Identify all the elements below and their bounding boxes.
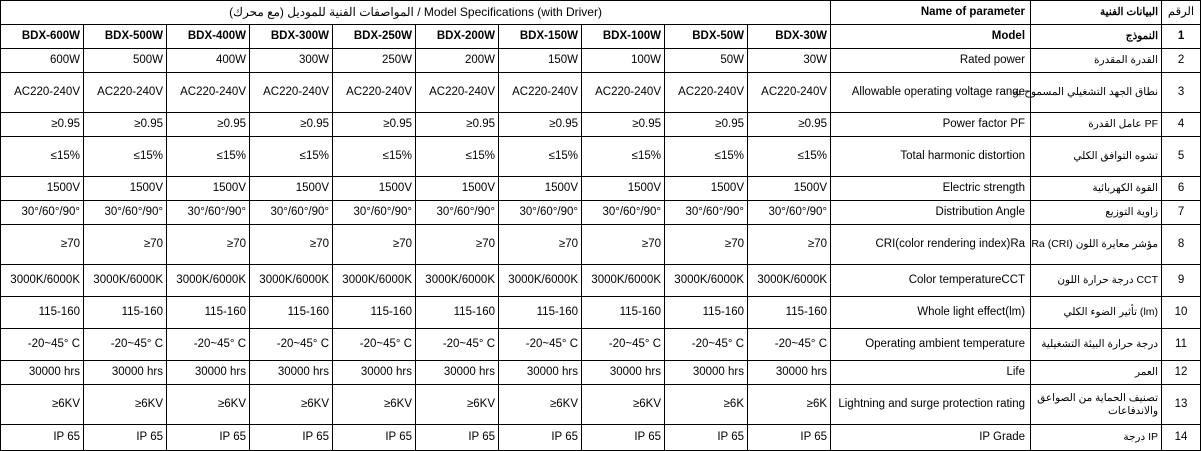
value-cell-bdx-200w: BDX-200W: [416, 25, 499, 49]
arabic-parameter-cell: العمر: [1031, 361, 1162, 385]
value-cell-bdx-600w: 3000K/6000K: [1, 265, 84, 297]
value-cell-bdx-250w: 3000K/6000K: [333, 265, 416, 297]
value-cell-bdx-400w: 3000K/6000K: [167, 265, 250, 297]
value-cell-bdx-30w: ≥6K: [748, 385, 831, 425]
row-number-header: الرقم: [1162, 1, 1201, 25]
parameter-name-cell: Model: [831, 25, 1031, 49]
value-cell-bdx-600w: 115-160: [1, 297, 84, 329]
value-cell-bdx-600w: ≤15%: [1, 137, 84, 177]
value-cell-bdx-400w: 115-160: [167, 297, 250, 329]
value-cell-bdx-30w: 1500V: [748, 177, 831, 201]
table-row: [1, 297, 1201, 329]
value-cell-bdx-100w: AC220-240V: [582, 73, 665, 113]
value-cell-bdx-400w: ≤15%: [167, 137, 250, 177]
value-cell-bdx-400w: 30000 hrs: [167, 361, 250, 385]
arabic-parameter-cell: النموذج: [1031, 25, 1162, 49]
arabic-parameter-cell: CCT درجة حرارة اللون: [1031, 265, 1162, 297]
value-cell-bdx-100w: ≥6KV: [582, 385, 665, 425]
value-cell-bdx-50w: 115-160: [665, 297, 748, 329]
parameter-name-cell: Life: [831, 361, 1031, 385]
value-cell-bdx-500w: BDX-500W: [84, 25, 167, 49]
parameter-name-cell: Power factor PF: [831, 113, 1031, 137]
value-cell-bdx-250w: ≥6KV: [333, 385, 416, 425]
value-cell-bdx-50w: ≥0.95: [665, 113, 748, 137]
value-cell-bdx-200w: 30000 hrs: [416, 361, 499, 385]
row-number-cell: 7: [1162, 201, 1201, 225]
value-cell-bdx-30w: 30W: [748, 49, 831, 73]
value-cell-bdx-200w: 30°/60°/90°: [416, 201, 499, 225]
value-cell-bdx-30w: 3000K/6000K: [748, 265, 831, 297]
value-cell-bdx-250w: ≥0.95: [333, 113, 416, 137]
value-cell-bdx-200w: 115-160: [416, 297, 499, 329]
value-cell-bdx-300w: AC220-240V: [250, 73, 333, 113]
value-cell-bdx-500w: ≤15%: [84, 137, 167, 177]
row-number-cell: 5: [1162, 137, 1201, 177]
value-cell-bdx-200w: ≥70: [416, 225, 499, 265]
value-cell-bdx-300w: 30°/60°/90°: [250, 201, 333, 225]
value-cell-bdx-50w: ≥6K: [665, 385, 748, 425]
value-cell-bdx-500w: 3000K/6000K: [84, 265, 167, 297]
value-cell-bdx-150w: 30000 hrs: [499, 361, 582, 385]
value-cell-bdx-100w: ≥0.95: [582, 113, 665, 137]
parameter-name-cell: Whole light effect(lm): [831, 297, 1031, 329]
table-row: [1, 73, 1201, 113]
parameter-name-cell: CRI(color rendering index)Ra: [831, 225, 1031, 265]
value-cell-bdx-30w: ≥0.95: [748, 113, 831, 137]
parameter-name-cell: Color temperatureCCT: [831, 265, 1031, 297]
value-cell-bdx-500w: IP 65: [84, 425, 167, 451]
value-cell-bdx-600w: 1500V: [1, 177, 84, 201]
table-row: [1, 265, 1201, 297]
value-cell-bdx-150w: BDX-150W: [499, 25, 582, 49]
value-cell-bdx-50w: BDX-50W: [665, 25, 748, 49]
table-row: [1, 177, 1201, 201]
value-cell-bdx-30w: 30000 hrs: [748, 361, 831, 385]
value-cell-bdx-200w: AC220-240V: [416, 73, 499, 113]
value-cell-bdx-150w: -20~45° C: [499, 329, 582, 361]
parameter-name-cell: Operating ambient temperature: [831, 329, 1031, 361]
value-cell-bdx-250w: ≤15%: [333, 137, 416, 177]
value-cell-bdx-200w: 200W: [416, 49, 499, 73]
value-cell-bdx-50w: AC220-240V: [665, 73, 748, 113]
value-cell-bdx-30w: IP 65: [748, 425, 831, 451]
row-number-cell: 4: [1162, 113, 1201, 137]
title-row: [1, 1, 1201, 25]
arabic-parameter-cell: PF عامل القدرة: [1031, 113, 1162, 137]
value-cell-bdx-100w: 30°/60°/90°: [582, 201, 665, 225]
table-title: (مع محرك) المواصفات الفنية للموديل / Model Specifications (with Driver): [1, 1, 831, 25]
value-cell-bdx-500w: 115-160: [84, 297, 167, 329]
value-cell-bdx-400w: ≥70: [167, 225, 250, 265]
parameter-name-cell: Rated power: [831, 49, 1031, 73]
parameter-name-cell: Total harmonic distortion: [831, 137, 1031, 177]
row-number-cell: 8: [1162, 225, 1201, 265]
value-cell-bdx-250w: AC220-240V: [333, 73, 416, 113]
value-cell-bdx-400w: -20~45° C: [167, 329, 250, 361]
table-row: [1, 25, 1201, 49]
value-cell-bdx-600w: ≥6KV: [1, 385, 84, 425]
value-cell-bdx-100w: BDX-100W: [582, 25, 665, 49]
value-cell-bdx-500w: ≥6KV: [84, 385, 167, 425]
value-cell-bdx-300w: ≤15%: [250, 137, 333, 177]
value-cell-bdx-100w: -20~45° C: [582, 329, 665, 361]
value-cell-bdx-400w: 1500V: [167, 177, 250, 201]
value-cell-bdx-250w: 115-160: [333, 297, 416, 329]
value-cell-bdx-30w: 30°/60°/90°: [748, 201, 831, 225]
value-cell-bdx-500w: ≥0.95: [84, 113, 167, 137]
value-cell-bdx-200w: ≤15%: [416, 137, 499, 177]
value-cell-bdx-500w: 500W: [84, 49, 167, 73]
value-cell-bdx-600w: 30°/60°/90°: [1, 201, 84, 225]
value-cell-bdx-200w: 3000K/6000K: [416, 265, 499, 297]
value-cell-bdx-600w: -20~45° C: [1, 329, 84, 361]
value-cell-bdx-500w: -20~45° C: [84, 329, 167, 361]
table-row: [1, 329, 1201, 361]
value-cell-bdx-30w: ≤15%: [748, 137, 831, 177]
table-row: [1, 49, 1201, 73]
row-number-cell: 3: [1162, 73, 1201, 113]
value-cell-bdx-100w: 3000K/6000K: [582, 265, 665, 297]
value-cell-bdx-50w: IP 65: [665, 425, 748, 451]
parameter-name-cell: Allowable operating voltage range: [831, 73, 1031, 113]
value-cell-bdx-250w: IP 65: [333, 425, 416, 451]
parameter-name-cell: IP Grade: [831, 425, 1031, 451]
arabic-parameter-cell: (lm) تأثير الضوء الكلي: [1031, 297, 1162, 329]
value-cell-bdx-300w: 1500V: [250, 177, 333, 201]
value-cell-bdx-600w: AC220-240V: [1, 73, 84, 113]
parameter-name-cell: Lightning and surge protection rating: [831, 385, 1031, 425]
table-row: [1, 201, 1201, 225]
arabic-parameter-cell: IP درجة: [1031, 425, 1162, 451]
parameter-name-cell: Electric strength: [831, 177, 1031, 201]
value-cell-bdx-150w: AC220-240V: [499, 73, 582, 113]
value-cell-bdx-30w: AC220-240V: [748, 73, 831, 113]
table-row: [1, 425, 1201, 451]
row-number-cell: 9: [1162, 265, 1201, 297]
value-cell-bdx-150w: ≥70: [499, 225, 582, 265]
value-cell-bdx-50w: 1500V: [665, 177, 748, 201]
value-cell-bdx-30w: -20~45° C: [748, 329, 831, 361]
table-row: [1, 225, 1201, 265]
value-cell-bdx-300w: 115-160: [250, 297, 333, 329]
value-cell-bdx-150w: ≥6KV: [499, 385, 582, 425]
value-cell-bdx-300w: ≥6KV: [250, 385, 333, 425]
value-cell-bdx-400w: 30°/60°/90°: [167, 201, 250, 225]
value-cell-bdx-600w: IP 65: [1, 425, 84, 451]
row-number-cell: 13: [1162, 385, 1201, 425]
arabic-parameter-cell: تشوه التوافق الكلي: [1031, 137, 1162, 177]
value-cell-bdx-30w: 115-160: [748, 297, 831, 329]
value-cell-bdx-150w: 1500V: [499, 177, 582, 201]
value-cell-bdx-300w: IP 65: [250, 425, 333, 451]
value-cell-bdx-150w: ≤15%: [499, 137, 582, 177]
value-cell-bdx-100w: IP 65: [582, 425, 665, 451]
table-row: [1, 385, 1201, 425]
value-cell-bdx-400w: IP 65: [167, 425, 250, 451]
value-cell-bdx-150w: 30°/60°/90°: [499, 201, 582, 225]
value-cell-bdx-50w: ≥70: [665, 225, 748, 265]
row-number-cell: 10: [1162, 297, 1201, 329]
value-cell-bdx-300w: ≥0.95: [250, 113, 333, 137]
arabic-data-header: البيانات الفنية: [1031, 1, 1162, 25]
value-cell-bdx-600w: 600W: [1, 49, 84, 73]
value-cell-bdx-50w: -20~45° C: [665, 329, 748, 361]
value-cell-bdx-500w: 30°/60°/90°: [84, 201, 167, 225]
arabic-parameter-cell: القوة الكهربائية: [1031, 177, 1162, 201]
value-cell-bdx-300w: BDX-300W: [250, 25, 333, 49]
row-number-cell: 6: [1162, 177, 1201, 201]
value-cell-bdx-500w: 1500V: [84, 177, 167, 201]
arabic-parameter-cell: مؤشر معايرة اللون (CRI) Ra: [1031, 225, 1162, 265]
value-cell-bdx-300w: 30000 hrs: [250, 361, 333, 385]
value-cell-bdx-200w: 1500V: [416, 177, 499, 201]
value-cell-bdx-500w: ≥70: [84, 225, 167, 265]
value-cell-bdx-200w: -20~45° C: [416, 329, 499, 361]
value-cell-bdx-50w: 30°/60°/90°: [665, 201, 748, 225]
value-cell-bdx-150w: 115-160: [499, 297, 582, 329]
value-cell-bdx-250w: 30000 hrs: [333, 361, 416, 385]
table-row: [1, 361, 1201, 385]
value-cell-bdx-250w: 250W: [333, 49, 416, 73]
value-cell-bdx-600w: 30000 hrs: [1, 361, 84, 385]
value-cell-bdx-400w: BDX-400W: [167, 25, 250, 49]
table-row: [1, 137, 1201, 177]
value-cell-bdx-150w: IP 65: [499, 425, 582, 451]
arabic-parameter-cell: نطاق الجهد التشغيلي المسموح به: [1031, 73, 1162, 113]
value-cell-bdx-150w: 150W: [499, 49, 582, 73]
value-cell-bdx-100w: 115-160: [582, 297, 665, 329]
table-row: [1, 113, 1201, 137]
value-cell-bdx-400w: ≥0.95: [167, 113, 250, 137]
value-cell-bdx-400w: ≥6KV: [167, 385, 250, 425]
value-cell-bdx-50w: 3000K/6000K: [665, 265, 748, 297]
row-number-cell: 14: [1162, 425, 1201, 451]
value-cell-bdx-300w: ≥70: [250, 225, 333, 265]
value-cell-bdx-50w: 50W: [665, 49, 748, 73]
value-cell-bdx-100w: 100W: [582, 49, 665, 73]
value-cell-bdx-400w: 400W: [167, 49, 250, 73]
arabic-parameter-cell: تصنيف الحماية من الصواعق والاندفاعات: [1031, 385, 1162, 425]
value-cell-bdx-300w: 300W: [250, 49, 333, 73]
arabic-parameter-cell: درجة حرارة البيئة التشغيلية: [1031, 329, 1162, 361]
name-of-parameter-header: Name of parameter: [831, 1, 1031, 25]
value-cell-bdx-250w: 1500V: [333, 177, 416, 201]
value-cell-bdx-100w: 1500V: [582, 177, 665, 201]
arabic-parameter-cell: القدرة المقدرة: [1031, 49, 1162, 73]
value-cell-bdx-500w: AC220-240V: [84, 73, 167, 113]
value-cell-bdx-30w: ≥70: [748, 225, 831, 265]
value-cell-bdx-30w: BDX-30W: [748, 25, 831, 49]
value-cell-bdx-400w: AC220-240V: [167, 73, 250, 113]
value-cell-bdx-250w: BDX-250W: [333, 25, 416, 49]
arabic-parameter-cell: زاوية التوزيع: [1031, 201, 1162, 225]
value-cell-bdx-100w: ≥70: [582, 225, 665, 265]
value-cell-bdx-600w: ≥70: [1, 225, 84, 265]
value-cell-bdx-300w: -20~45° C: [250, 329, 333, 361]
value-cell-bdx-500w: 30000 hrs: [84, 361, 167, 385]
row-number-cell: 1: [1162, 25, 1201, 49]
value-cell-bdx-100w: ≤15%: [582, 137, 665, 177]
value-cell-bdx-300w: 3000K/6000K: [250, 265, 333, 297]
value-cell-bdx-250w: ≥70: [333, 225, 416, 265]
row-number-cell: 11: [1162, 329, 1201, 361]
value-cell-bdx-200w: ≥6KV: [416, 385, 499, 425]
value-cell-bdx-200w: ≥0.95: [416, 113, 499, 137]
value-cell-bdx-50w: 30000 hrs: [665, 361, 748, 385]
parameter-name-cell: Distribution Angle: [831, 201, 1031, 225]
row-number-cell: 2: [1162, 49, 1201, 73]
value-cell-bdx-200w: IP 65: [416, 425, 499, 451]
value-cell-bdx-600w: ≥0.95: [1, 113, 84, 137]
value-cell-bdx-250w: 30°/60°/90°: [333, 201, 416, 225]
value-cell-bdx-150w: 3000K/6000K: [499, 265, 582, 297]
value-cell-bdx-250w: -20~45° C: [333, 329, 416, 361]
row-number-cell: 12: [1162, 361, 1201, 385]
value-cell-bdx-150w: ≥0.95: [499, 113, 582, 137]
value-cell-bdx-600w: BDX-600W: [1, 25, 84, 49]
value-cell-bdx-100w: 30000 hrs: [582, 361, 665, 385]
value-cell-bdx-50w: ≤15%: [665, 137, 748, 177]
